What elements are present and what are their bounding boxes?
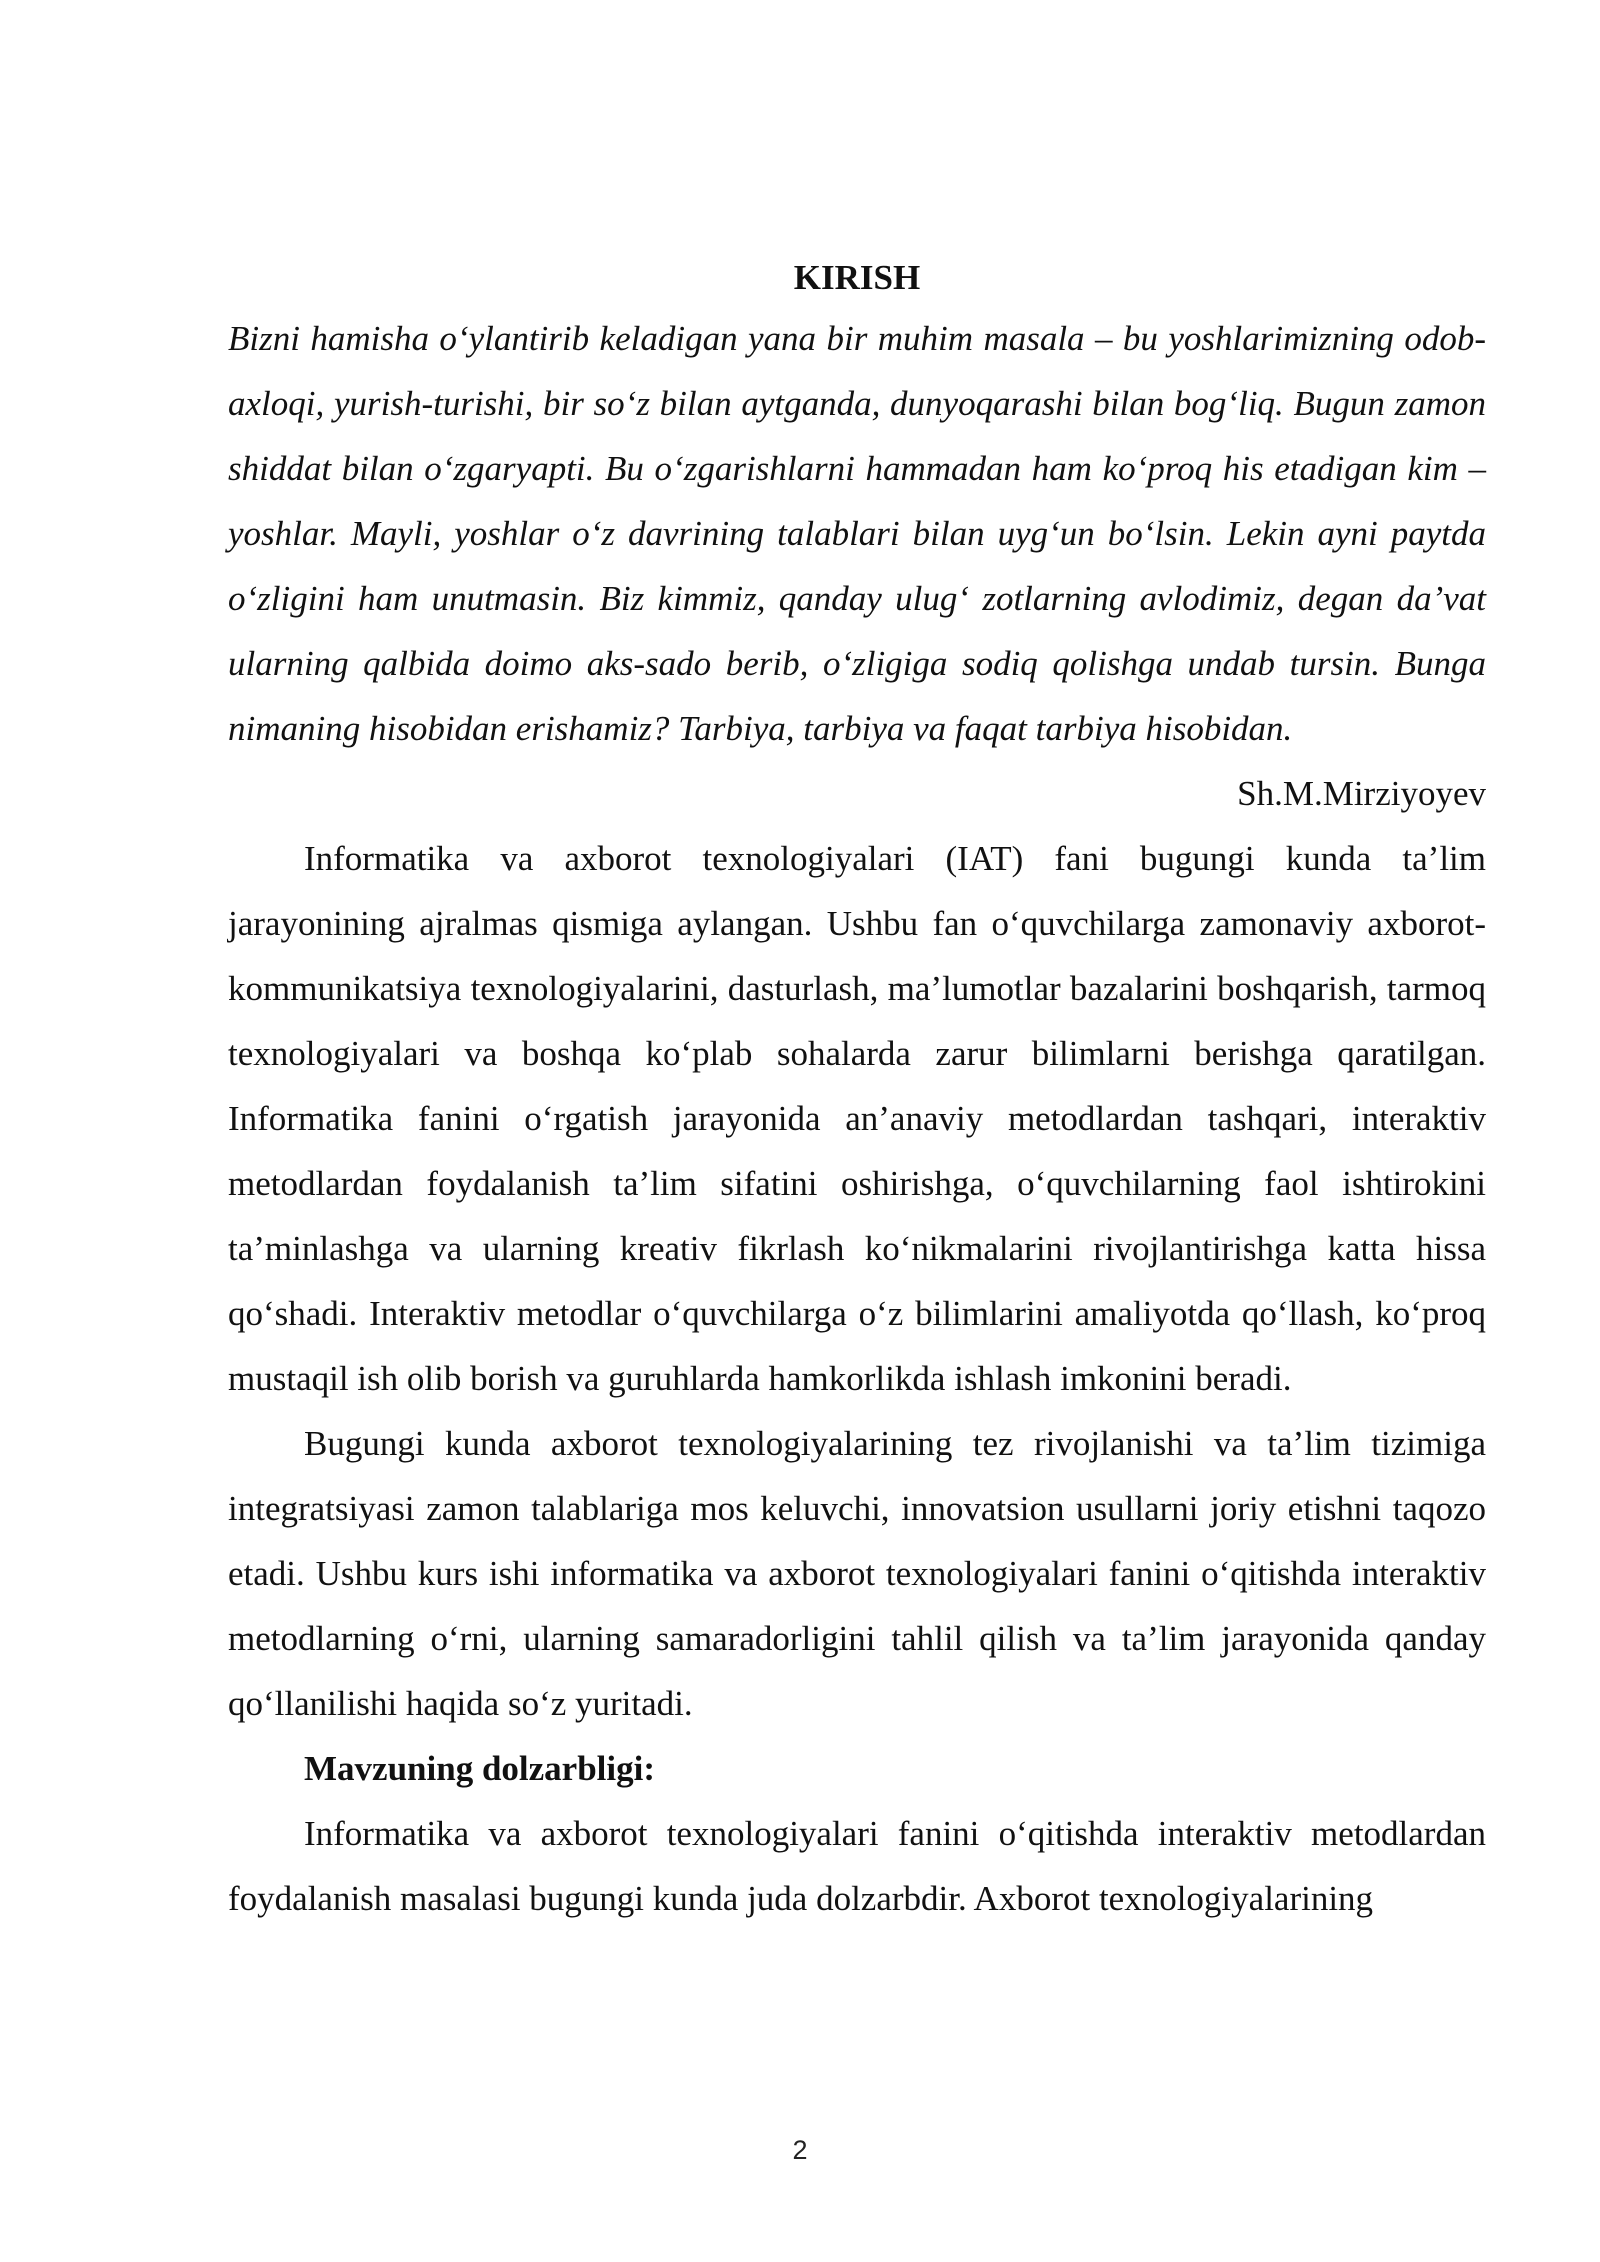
section-heading: KIRISH <box>793 258 921 297</box>
epigraph-quote: Bizni hamisha o‘ylantirib keladigan yana bir muhim masala – bu yoshlarimizning odob-axloqi, yurish-turishi, bir so‘z bilan aytganda, dunyoqarashi bilan bog‘liq. Bugun zamon shiddat bilan o‘zgaryapti. Bu o‘zgarishlarni hammadan ham ko‘proq his etadigan kim – yoshlar. Mayli, yoshlar o‘z davrining talablari bilan uyg‘un bo‘lsin. Lekin ayni paytda o‘zligini ham unutmasin. Biz kimmiz, qanday ulug‘ zotlarning avlodimiz, degan da’vat ularning qalbida doimo aks-sado berib, o‘zligiga sodiq qolishga undab tursin. Bunga nimaning hisobidan erishamiz? Tarbiya, tarbiya va faqat tarbiya hisobidan. <box>228 319 1486 748</box>
page-number: 2 <box>792 2135 808 2165</box>
page-content <box>228 250 1486 1931</box>
body-paragraph-2: Bugungi kunda axborot texnologiyalarining tez rivojlanishi va ta’lim tizimiga integratsiyasi zamon talablariga mos keluvchi, innovatsion usullarni joriy etishni taqozo etadi. Ushbu kurs ishi informatika va axborot texnologiyalari fanini o‘qitishda interaktiv metodlarning o‘rni, ularning samaradorligini tahlil qilish va ta’lim jarayonida qanday qo‘llanilishi haqida so‘z yuritadi. <box>228 1424 1486 1723</box>
subsection-heading: Mavzuning dolzarbligi: <box>304 1749 655 1788</box>
epigraph-author: Sh.M.Mirziyoyev <box>1237 774 1486 813</box>
body-paragraph-1: Informatika va axborot texnologiyalari (IAT) fani bugungi kunda ta’lim jarayonining ajralmas qismiga aylangan. Ushbu fan o‘quvchilarga zamonaviy axborot-kommunikatsiya texnologiyalarini, dasturlash, ma’lumotlar bazalarini boshqarish, tarmoq texnologiyalari va boshqa ko‘plab sohalarda zarur bilimlarni berishga qaratilgan. Informatika fanini o‘rgatish jarayonida an’anaviy metodlardan tashqari, interaktiv metodlardan foydalanish ta’lim sifatini oshirishga, o‘quvchilarning faol ishtirokini ta’minlashga va ularning kreativ fikrlash ko‘nikmalarini rivojlantirishga katta hissa qo‘shadi. Interaktiv metodlar o‘quvchilarga o‘z bilimlarini amaliyotda qo‘llash, ko‘proq mustaqil ish olib borish va guruhlarda hamkorlikda ishlash imkonini beradi. <box>228 839 1486 1398</box>
body-paragraph-3: Informatika va axborot texnologiyalari fanini o‘qitishda interaktiv metodlardan foydalanish masalasi bugungi kunda juda dolzarbdir. Axborot texnologiyalarining <box>228 1814 1486 1918</box>
